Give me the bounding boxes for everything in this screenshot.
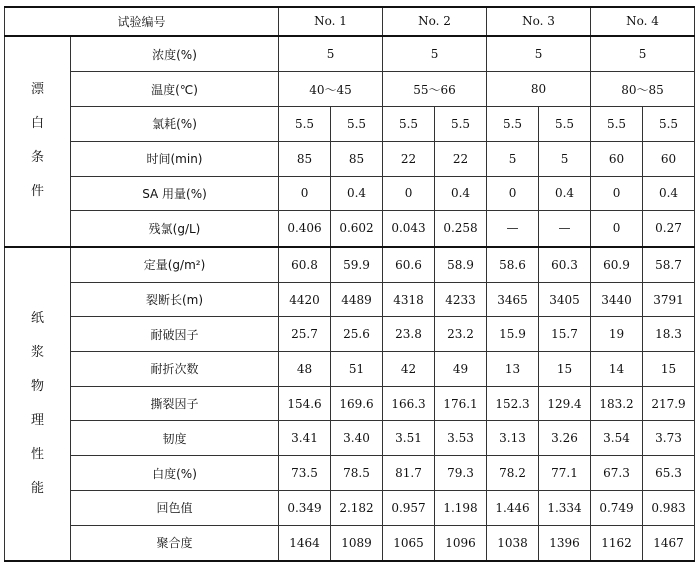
value-cell: 15 <box>539 352 591 387</box>
value-cell: 5.5 <box>279 106 331 141</box>
value-cell: 3.13 <box>487 421 539 456</box>
value-cell: 0.4 <box>643 176 695 211</box>
value-cell: 1096 <box>435 525 487 561</box>
value-cell: 3.54 <box>591 421 643 456</box>
value-cell: 1.446 <box>487 490 539 525</box>
value-cell: 3465 <box>487 282 539 317</box>
value-cell: 0.406 <box>279 211 331 247</box>
value-cell: 22 <box>383 141 435 176</box>
value-cell: 0 <box>487 176 539 211</box>
value-cell: 5 <box>591 36 695 72</box>
value-cell: 48 <box>279 352 331 387</box>
group-label-char: 性 <box>30 446 44 462</box>
value-cell: 169.6 <box>331 386 383 421</box>
value-cell: 5.5 <box>643 106 695 141</box>
value-cell: 217.9 <box>643 386 695 421</box>
row-label: 温度(℃) <box>71 72 279 107</box>
value-cell: 5 <box>383 36 487 72</box>
value-cell: 0.258 <box>435 211 487 247</box>
value-cell: 0.043 <box>383 211 435 247</box>
value-cell: 0.957 <box>383 490 435 525</box>
row-label: 浓度(%) <box>71 36 279 72</box>
value-cell: 0.4 <box>539 176 591 211</box>
row-label: 残氯(g/L) <box>71 211 279 247</box>
value-cell: 15.9 <box>487 317 539 352</box>
value-cell: 0 <box>591 211 643 247</box>
value-cell: 166.3 <box>383 386 435 421</box>
value-cell: 5.5 <box>487 106 539 141</box>
value-cell: 67.3 <box>591 456 643 491</box>
value-cell: 1396 <box>539 525 591 561</box>
value-cell: 0 <box>591 176 643 211</box>
table-row <box>5 352 695 387</box>
value-cell: 3405 <box>539 282 591 317</box>
header-row <box>5 7 695 36</box>
value-cell: 3791 <box>643 282 695 317</box>
value-cell: 1467 <box>643 525 695 561</box>
value-cell: 79.3 <box>435 456 487 491</box>
value-cell: 51 <box>331 352 383 387</box>
value-cell: 1.334 <box>539 490 591 525</box>
value-cell: 58.7 <box>643 247 695 283</box>
group-label-char: 物 <box>30 378 44 394</box>
row-label: 裂断长(m) <box>71 282 279 317</box>
value-cell: 152.3 <box>487 386 539 421</box>
row-label: 氯耗(%) <box>71 106 279 141</box>
value-cell: 4318 <box>383 282 435 317</box>
value-cell: 176.1 <box>435 386 487 421</box>
value-cell: 60.9 <box>591 247 643 283</box>
group-label-char: 件 <box>30 184 44 200</box>
value-cell: 5 <box>539 141 591 176</box>
value-cell: 77.1 <box>539 456 591 491</box>
row-label: SA 用量(%) <box>71 176 279 211</box>
header-corner-cell: 试验编号 <box>5 7 279 36</box>
value-cell: 5.5 <box>435 106 487 141</box>
table-row <box>5 456 695 491</box>
value-cell: 0.4 <box>435 176 487 211</box>
row-label: 韧度 <box>71 421 279 456</box>
value-cell: 65.3 <box>643 456 695 491</box>
value-cell: 5 <box>487 36 591 72</box>
value-cell: 0.27 <box>643 211 695 247</box>
value-cell: 60 <box>591 141 643 176</box>
table-row <box>5 525 695 561</box>
value-cell: 1464 <box>279 525 331 561</box>
value-cell: 25.7 <box>279 317 331 352</box>
value-cell: 14 <box>591 352 643 387</box>
table-row <box>5 176 695 211</box>
value-cell: 23.2 <box>435 317 487 352</box>
value-cell: 78.5 <box>331 456 383 491</box>
value-cell: — <box>539 211 591 247</box>
value-cell: 55～66 <box>383 72 487 107</box>
value-cell: 19 <box>591 317 643 352</box>
group-label-char: 漂 <box>30 82 44 98</box>
value-cell: 23.8 <box>383 317 435 352</box>
value-cell: 58.9 <box>435 247 487 283</box>
value-cell: 3440 <box>591 282 643 317</box>
row-label: 聚合度 <box>71 525 279 561</box>
value-cell: 154.6 <box>279 386 331 421</box>
group-label-char: 白 <box>30 116 44 132</box>
value-cell: 81.7 <box>383 456 435 491</box>
value-cell: 2.182 <box>331 490 383 525</box>
value-cell: 0 <box>279 176 331 211</box>
value-cell: — <box>487 211 539 247</box>
table-row <box>5 106 695 141</box>
value-cell: 3.41 <box>279 421 331 456</box>
value-cell: 5.5 <box>539 106 591 141</box>
value-cell: 80 <box>487 72 591 107</box>
value-cell: 60.6 <box>383 247 435 283</box>
value-cell: 42 <box>383 352 435 387</box>
value-cell: 80～85 <box>591 72 695 107</box>
row-label: 定量(g/m²) <box>71 247 279 283</box>
value-cell: 58.6 <box>487 247 539 283</box>
value-cell: 4420 <box>279 282 331 317</box>
table-row <box>5 490 695 525</box>
value-cell: 3.26 <box>539 421 591 456</box>
value-cell: 60 <box>643 141 695 176</box>
group-label-2 <box>5 247 71 561</box>
value-cell: 4233 <box>435 282 487 317</box>
value-cell: 1089 <box>331 525 383 561</box>
row-label: 撕裂因子 <box>71 386 279 421</box>
header-test-4: No. 4 <box>591 7 695 36</box>
value-cell: 5.5 <box>383 106 435 141</box>
table-row <box>5 36 695 72</box>
value-cell: 5 <box>279 36 383 72</box>
header-test-2: No. 2 <box>383 7 487 36</box>
value-cell: 0.602 <box>331 211 383 247</box>
value-cell: 0.4 <box>331 176 383 211</box>
value-cell: 3.53 <box>435 421 487 456</box>
value-cell: 85 <box>279 141 331 176</box>
row-label: 耐折次数 <box>71 352 279 387</box>
table-row <box>5 421 695 456</box>
value-cell: 129.4 <box>539 386 591 421</box>
value-cell: 18.3 <box>643 317 695 352</box>
value-cell: 3.51 <box>383 421 435 456</box>
value-cell: 22 <box>435 141 487 176</box>
value-cell: 73.5 <box>279 456 331 491</box>
data-table <box>4 6 695 562</box>
table-row <box>5 141 695 176</box>
table-row <box>5 317 695 352</box>
value-cell: 13 <box>487 352 539 387</box>
value-cell: 1.198 <box>435 490 487 525</box>
table-row <box>5 282 695 317</box>
row-label: 白度(%) <box>71 456 279 491</box>
value-cell: 85 <box>331 141 383 176</box>
row-label: 耐破因子 <box>71 317 279 352</box>
group-label-char: 理 <box>30 412 44 428</box>
table-row <box>5 72 695 107</box>
value-cell: 78.2 <box>487 456 539 491</box>
value-cell: 0.983 <box>643 490 695 525</box>
group-label-1 <box>5 36 71 247</box>
table-row <box>5 247 695 283</box>
group-label-char: 能 <box>30 480 44 496</box>
value-cell: 4489 <box>331 282 383 317</box>
table-row <box>5 211 695 247</box>
value-cell: 1065 <box>383 525 435 561</box>
value-cell: 1038 <box>487 525 539 561</box>
value-cell: 3.40 <box>331 421 383 456</box>
value-cell: 25.6 <box>331 317 383 352</box>
table-row <box>5 386 695 421</box>
header-test-1: No. 1 <box>279 7 383 36</box>
value-cell: 49 <box>435 352 487 387</box>
value-cell: 59.9 <box>331 247 383 283</box>
value-cell: 5 <box>487 141 539 176</box>
row-label: 时间(min) <box>71 141 279 176</box>
value-cell: 183.2 <box>591 386 643 421</box>
value-cell: 5.5 <box>331 106 383 141</box>
value-cell: 1162 <box>591 525 643 561</box>
value-cell: 15.7 <box>539 317 591 352</box>
value-cell: 60.8 <box>279 247 331 283</box>
group-label-char: 浆 <box>30 344 44 360</box>
value-cell: 60.3 <box>539 247 591 283</box>
value-cell: 5.5 <box>591 106 643 141</box>
table-body <box>5 7 695 561</box>
group-label-char: 条 <box>30 150 44 166</box>
value-cell: 0.349 <box>279 490 331 525</box>
value-cell: 3.73 <box>643 421 695 456</box>
value-cell: 40～45 <box>279 72 383 107</box>
header-test-3: No. 3 <box>487 7 591 36</box>
row-label: 回色值 <box>71 490 279 525</box>
value-cell: 15 <box>643 352 695 387</box>
value-cell: 0 <box>383 176 435 211</box>
group-label-char: 纸 <box>30 310 44 326</box>
value-cell: 0.749 <box>591 490 643 525</box>
